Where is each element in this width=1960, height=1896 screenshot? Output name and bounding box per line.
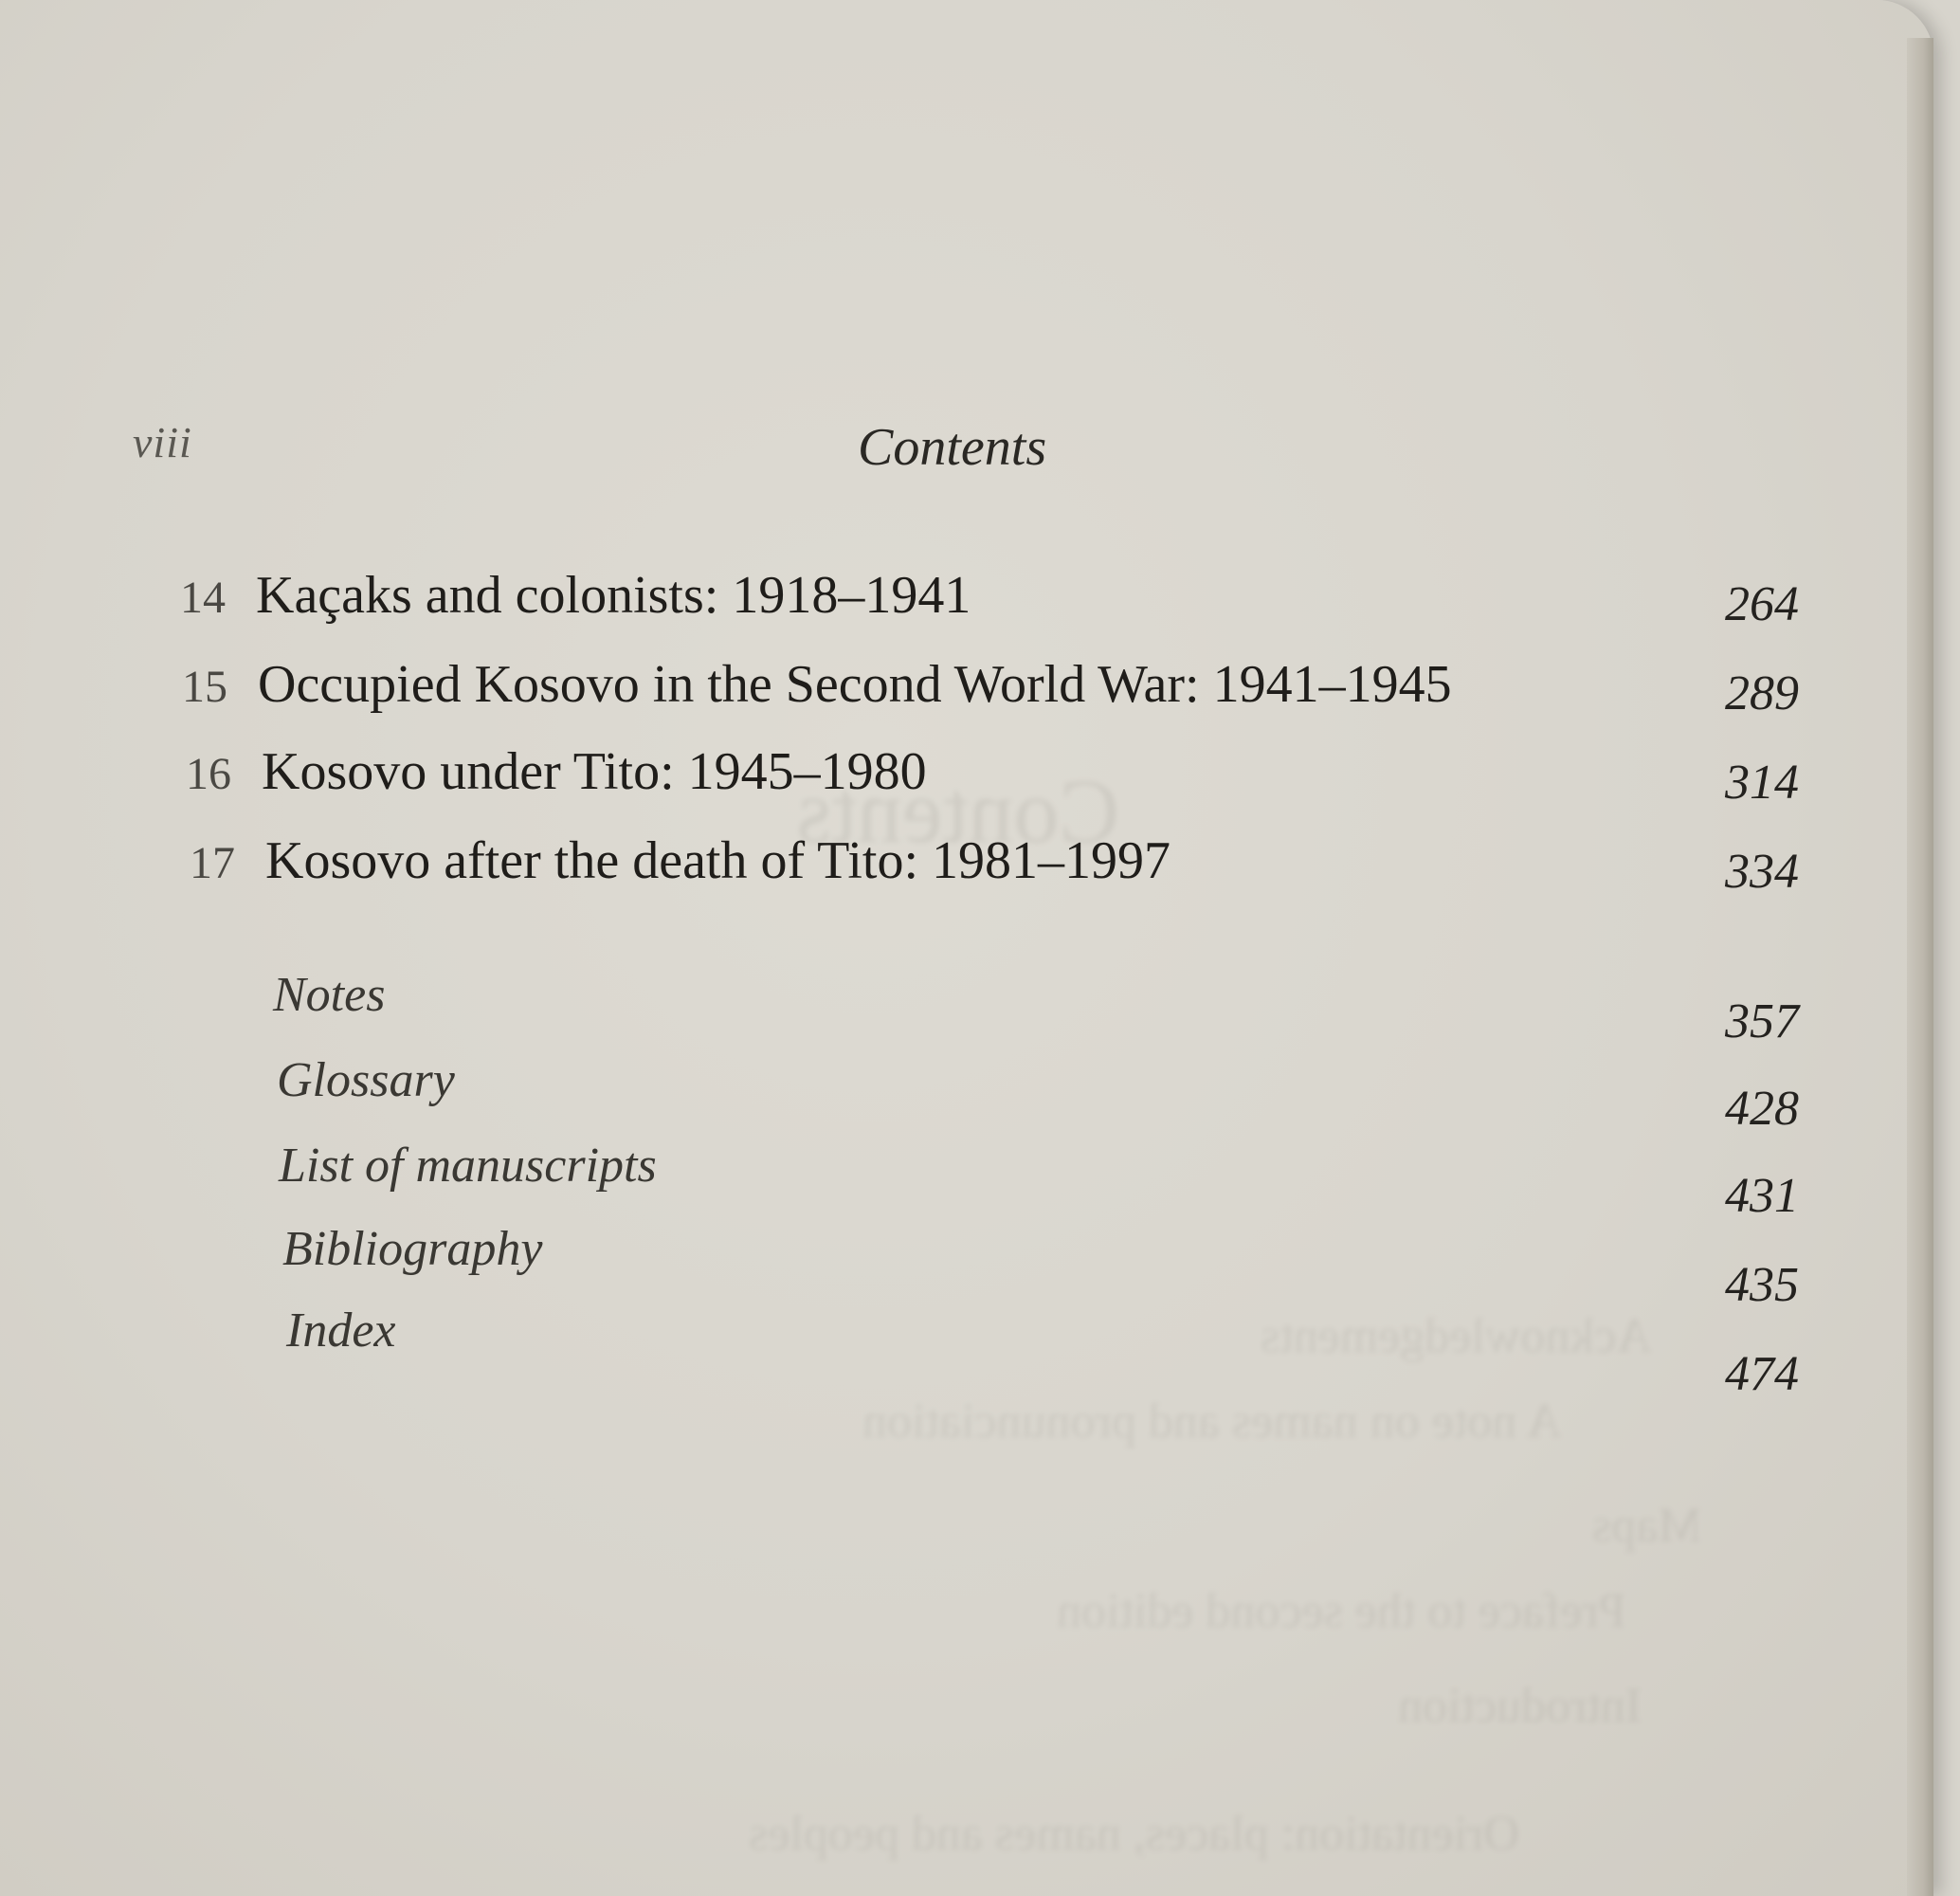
show-through-line: Orientation: places, names and peoples: [749, 1807, 1519, 1861]
folio-number: viii: [133, 418, 192, 466]
chapter-page-number: 264: [1725, 577, 1799, 631]
chapter-title: Kosovo after the death of Tito: 1981–1997: [265, 831, 1171, 890]
back-matter-page-number: 474: [1725, 1347, 1799, 1401]
show-through-line: Preface to the second edition: [1057, 1584, 1626, 1638]
toc-chapter-17[interactable]: [190, 830, 1171, 891]
chapter-page-number: 289: [1725, 666, 1799, 720]
show-through-line: Maps: [1592, 1499, 1702, 1553]
chapter-title: Kaçaks and colonists: 1918–1941: [256, 566, 971, 625]
back-matter-page-number: 435: [1725, 1258, 1799, 1312]
toc-list-of-manuscripts[interactable]: List of manuscripts: [279, 1139, 657, 1193]
back-matter-page-number: 428: [1725, 1082, 1799, 1136]
back-matter-page-number: 357: [1725, 994, 1799, 1048]
chapter-number: 16: [186, 749, 231, 799]
chapter-title: Occupied Kosovo in the Second World War: 1941–1945: [258, 655, 1452, 714]
toc-chapter-14[interactable]: [180, 565, 971, 626]
toc-index[interactable]: Index: [286, 1304, 396, 1358]
chapter-number: 15: [182, 662, 227, 712]
running-head-title: Contents: [858, 418, 1047, 477]
show-through-line: A note on names and pronunciation: [862, 1395, 1562, 1449]
chapter-page-number: 334: [1725, 845, 1799, 899]
page-edge: [1907, 38, 1933, 1896]
show-through-line: Introduction: [1398, 1679, 1642, 1733]
back-matter-page-number: 431: [1725, 1169, 1799, 1223]
toc-chapter-16[interactable]: [186, 741, 927, 802]
toc-bibliography[interactable]: Bibliography: [282, 1222, 543, 1276]
chapter-page-number: 314: [1725, 756, 1799, 810]
toc-glossary[interactable]: Glossary: [277, 1053, 455, 1107]
toc-notes[interactable]: Notes: [273, 968, 386, 1022]
toc-chapter-15[interactable]: [182, 654, 1452, 715]
chapter-title: Kosovo under Tito: 1945–1980: [262, 742, 927, 801]
chapter-number: 14: [180, 573, 226, 623]
show-through-line: Acknowledgements: [1261, 1309, 1653, 1363]
show-through-heading: Contents: [796, 760, 1120, 862]
chapter-number: 17: [190, 838, 235, 888]
